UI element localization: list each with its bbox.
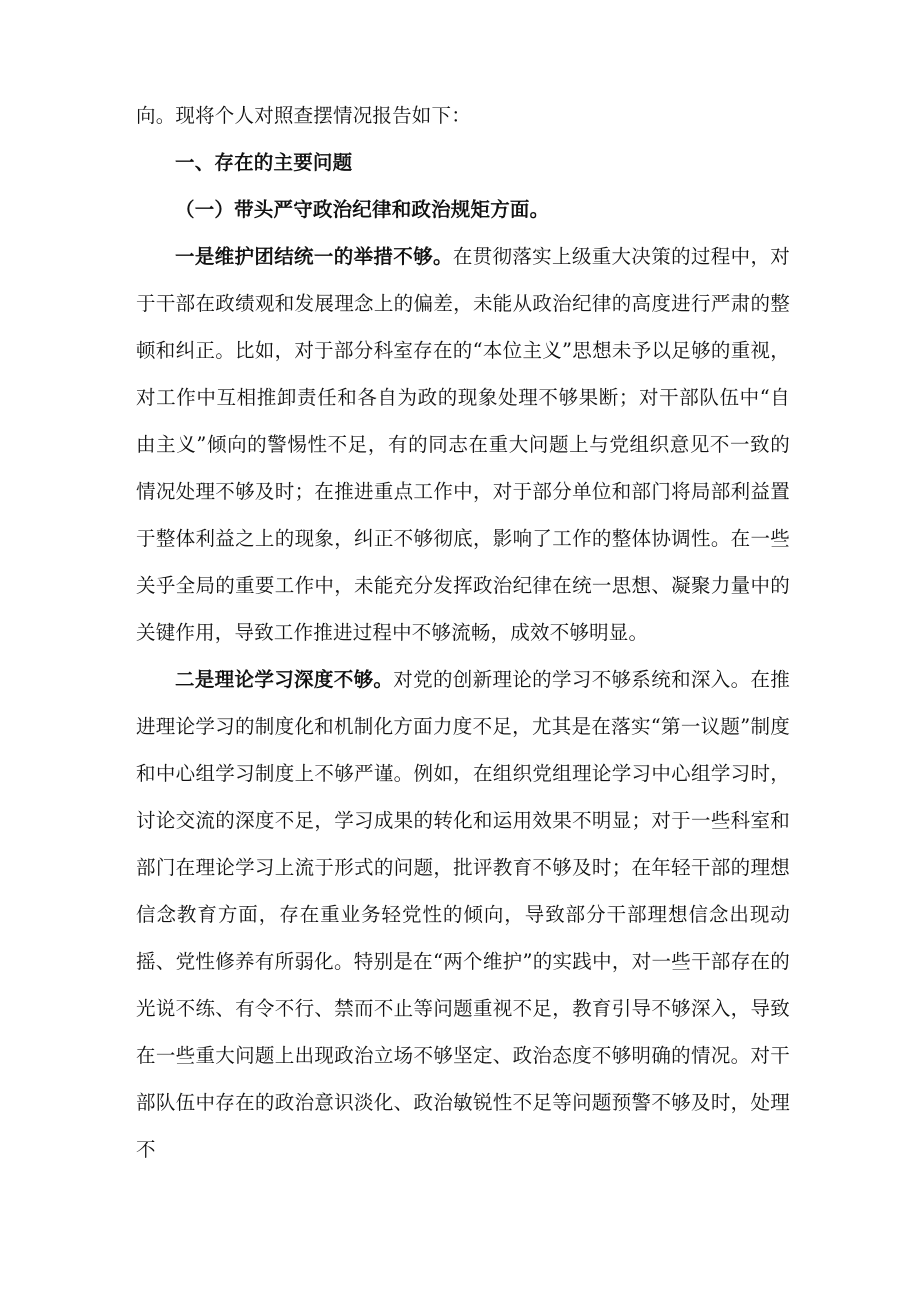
paragraph-2: [136, 656, 790, 1173]
section-heading: 一、存在的主要问题: [175, 151, 353, 174]
paragraph-1: [136, 233, 790, 656]
subsection-heading: （一）带头严守政治纪律和政治规矩方面。: [175, 198, 550, 221]
paragraph-2-lead: 二是理论学习深度不够。: [175, 668, 394, 691]
paragraph-1-lead: 一是维护团结统一的举措不够。: [175, 245, 453, 268]
opening-line: 向。现将个人对照查摆情况报告如下：: [136, 104, 471, 127]
paragraph-2-body: 对党的创新理论的学习不够系统和深入。在推进理论学习的制度化和机制化方面力度不足，尤其是在落实“第一议题”制度和中心组学习制度上不够严谨。例如，在组织党组理论学习中心组学习时，讨论交流的深度不足，学习成果的转化和运用效果不明显；对于一些科室和部门在理论学习上流于形式的问题，批评教育不够及时；在年轻干部的理想信念教育方面，存在重业务轻党性的倾向，导致部分干部理想信念出现动摇、党性修养有所弱化。特别是在“两个维护”的实践中，对一些干部存在的光说不练、有令不行、禁而不止等问题重视不足，教育引导不够深入，导致在一些重大问题上出现政治立场不够坚定、政治态度不够明确的情况。对干部队伍中存在的政治意识淡化、政治敏锐性不足等问题预警不够及时，处理不: [136, 668, 790, 1161]
paragraph-1-body: 在贯彻落实上级重大决策的过程中，对于干部在政绩观和发展理念上的偏差，未能从政治纪律的高度进行严肃的整顿和纠正。比如，对于部分科室存在的“本位主义”思想未予以足够的重视，对工作中互相推卸责任和各自为政的现象处理不够果断；对干部队伍中“自由主义”倾向的警惕性不足，有的同志在重大问题上与党组织意见不一致的情况处理不够及时；在推进重点工作中，对于部分单位和部门将局部利益置于整体利益之上的现象，纠正不够彻底，影响了工作的整体协调性。在一些关乎全局的重要工作中，未能充分发挥政治纪律在统一思想、凝聚力量中的关键作用，导致工作推进过程中不够流畅，成效不够明显。: [136, 245, 790, 644]
document-body: [136, 92, 790, 1173]
